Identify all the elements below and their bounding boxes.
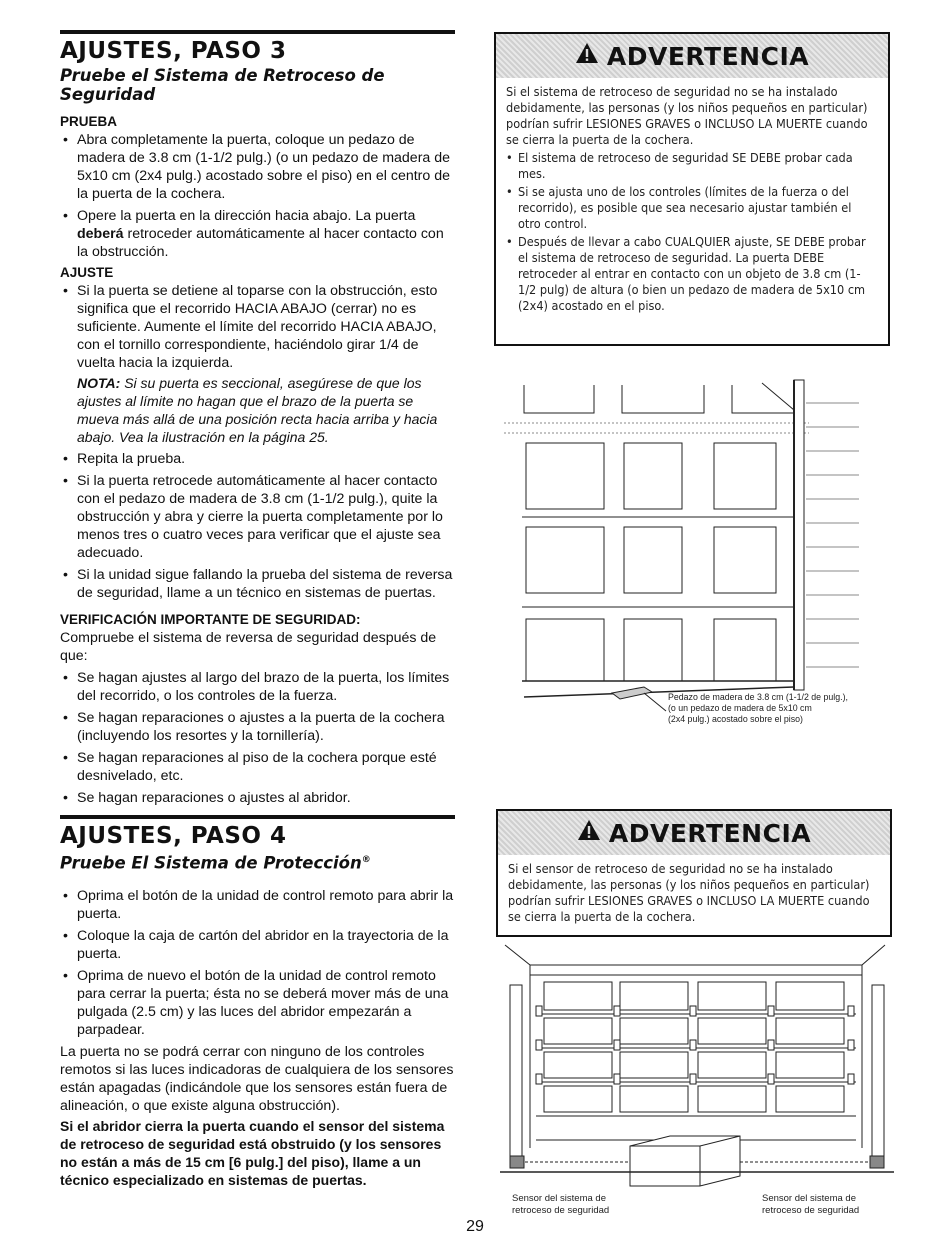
warning-intro: Si el sensor de retroceso de seguridad no se ha instalado debidamente, las personas (y los niños pequeños en particular) podrían sufrir LESIONES GRAVES o INCLUSO LA MUERTE cuando se cierra la puerta de la cochera. bbox=[508, 861, 870, 924]
warning-body bbox=[496, 78, 888, 344]
step3-title: AJUSTES, PASO 3 bbox=[60, 38, 287, 64]
list-item: • Si se ajusta uno de los controles (límites de la fuerza o del recorrido), es posible que sea necesario ajustar también el otro control. bbox=[506, 184, 876, 232]
figure2-caption-right bbox=[762, 1193, 859, 1217]
step4-subtitle bbox=[60, 851, 455, 873]
nota-text: Si su puerta es seccional, asegúrese de que los ajustes al límite no hagan que el brazo de la puerta se mueva más allá de una posición recta hacia arriba y hacia abajo. Vea la ilustración en la página 25. bbox=[77, 375, 438, 445]
step4-section bbox=[60, 815, 455, 1189]
step4-subtitle-text: Pruebe El Sistema de Protección bbox=[60, 853, 362, 873]
list-item: • Se hagan reparaciones al piso de la cochera porque esté desnivelado, etc. bbox=[60, 749, 455, 785]
left-column bbox=[60, 30, 455, 1189]
page-number: 29 bbox=[466, 1218, 484, 1235]
list-item: • Abra completamente la puerta, coloque un pedazo de madera de 3.8 cm (1-1/2 pulg.) (o un pedazo de madera de 5x10 cm (2x4 pulg.) acostado sobre el piso) en el centro de la puerta de la cochera. bbox=[60, 131, 455, 203]
list-item: • Se hagan reparaciones o ajustes a la puerta de la cochera (incluyendo los resortes y la tornillería). bbox=[60, 709, 455, 745]
warning-header bbox=[498, 811, 890, 855]
warning-header bbox=[496, 34, 888, 78]
warning-body bbox=[498, 855, 890, 935]
caption-line: (o un pedazo de madera de 5x10 cm bbox=[668, 703, 812, 713]
warning-box-1 bbox=[494, 32, 890, 346]
warning-title: ADVERTENCIA bbox=[608, 818, 812, 848]
warning-box-2 bbox=[496, 809, 892, 937]
verif-intro: Compruebe el sistema de reversa de seguridad después de que: bbox=[60, 630, 437, 664]
verif-list bbox=[60, 669, 455, 807]
caption-line: retroceso de seguridad bbox=[762, 1205, 860, 1216]
prueba-list bbox=[60, 131, 455, 261]
list-item: • Oprima el botón de la unidad de control remoto para abrir la puerta. bbox=[60, 887, 455, 923]
warning-title: ADVERTENCIA bbox=[606, 41, 810, 71]
garage-door-wood-illustration bbox=[494, 375, 890, 715]
step3-subtitle: Pruebe el Sistema de Retroceso de Seguridad bbox=[60, 66, 385, 104]
list-item: • Repita la prueba. bbox=[60, 450, 455, 468]
caption-line: Sensor del sistema de bbox=[512, 1193, 606, 1204]
list-item: • Si la puerta retrocede automáticamente al hacer contacto con el pedazo de madera de 3.8 cm (1-1/2 pulg.), quite la obstrucción y abra y cierre la puerta completamente por lo menos tres o cuatro veces para verificar que el ajuste sea adecuado. bbox=[60, 472, 455, 562]
garage-door-sensor-illustration bbox=[500, 940, 894, 1195]
warning-box bbox=[496, 809, 892, 937]
caption-line: retroceso de seguridad bbox=[512, 1205, 610, 1216]
section-rule bbox=[60, 815, 455, 819]
section-rule bbox=[60, 30, 455, 34]
list-item: • Se hagan ajustes al largo del brazo de la puerta, los límites del recorrido, o los controles de la fuerza. bbox=[60, 669, 455, 705]
warning-box bbox=[494, 32, 890, 346]
figure2-caption-left bbox=[512, 1193, 609, 1217]
step4-title: AJUSTES, PASO 4 bbox=[60, 823, 287, 849]
caption-line: (2x4 pulg.) acostado sobre el piso) bbox=[668, 714, 803, 724]
step4-bold-para: Si el abridor cierra la puerta cuando el sensor del sistema de retroceso de seguridad está obstruido (y los sensores no están a más de 15 cm [6 pulg.] del piso), llame a un técnico especializado en sistemas de puertas. bbox=[60, 1117, 445, 1188]
warning-triangle-icon bbox=[577, 819, 601, 847]
ajuste-list bbox=[60, 282, 455, 372]
list-item: • El sistema de retroceso de seguridad SE DEBE probar cada mes. bbox=[506, 150, 876, 182]
prueba-heading: PRUEBA bbox=[60, 114, 118, 129]
nota-label: NOTA: bbox=[77, 375, 121, 391]
ajuste-heading: AJUSTE bbox=[60, 265, 114, 280]
warning-list bbox=[506, 150, 876, 314]
verif-heading: VERIFICACIÓN IMPORTANTE DE SEGURIDAD: bbox=[60, 612, 361, 627]
warning-intro: Si el sistema de retroceso de seguridad no se ha instalado debidamente, las personas (y los niños pequeños en particular) podrían sufrir LESIONES GRAVES o INCLUSO LA MUERTE cuando se cierra la puerta de la cochera. bbox=[506, 84, 868, 147]
nota bbox=[60, 374, 455, 446]
list-item: • Se hagan reparaciones o ajustes al abridor. bbox=[60, 789, 455, 807]
step4-para: La puerta no se podrá cerrar con ninguno de los controles remotos si las luces indicadoras de cualquiera de los sensores están apagadas (indicándole que los sensores están fuera de alineación, o que existe alguna obstrucción). bbox=[60, 1043, 454, 1114]
list-item: • Después de llevar a cabo CUALQUIER ajuste, SE DEBE probar el sistema de retroceso de seguridad. La puerta DEBE retroceder al entrar en contacto con un objeto de 3.8 cm (1-1/2 pulg) de altura (o bien un pedazo de madera de 5x10 cm (2x4) acostado en el piso. bbox=[506, 234, 876, 314]
list-item: • Coloque la caja de cartón del abridor en la trayectoria de la puerta. bbox=[60, 927, 455, 963]
caption-line: Pedazo de madera de 3.8 cm (1-1/2 de pulg.), bbox=[668, 692, 848, 702]
list-item: • Si la puerta se detiene al toparse con la obstrucción, esto significa que el recorrido HACIA ABAJO (cerrar) no es suficiente. Aumente el límite del recorrido HACIA ABAJO, con el tornillo correspondiente, haciéndolo girar 1/4 de vuelta hacia la izquierda. bbox=[60, 282, 455, 372]
warning-triangle-icon bbox=[575, 42, 599, 70]
list-item: • Opere la puerta en la dirección hacia abajo. La puerta deberá retroceder automáticamente al hacer contacto con la obstrucción. bbox=[60, 207, 455, 261]
list-item: • Si la unidad sigue fallando la prueba del sistema de reversa de seguridad, llame a un técnico en sistemas de puertas. bbox=[60, 566, 455, 602]
figure1-caption bbox=[668, 692, 848, 725]
registered-mark: ® bbox=[361, 855, 371, 865]
ajuste-list-2 bbox=[60, 450, 455, 602]
caption-line: Sensor del sistema de bbox=[762, 1193, 856, 1204]
list-item: • Oprima de nuevo el botón de la unidad de control remoto para cerrar la puerta; ésta no se deberá mover más de una pulgada (2.5 cm) y las luces del abridor empezarán a parpadear. bbox=[60, 967, 455, 1039]
step4-list bbox=[60, 887, 455, 1039]
